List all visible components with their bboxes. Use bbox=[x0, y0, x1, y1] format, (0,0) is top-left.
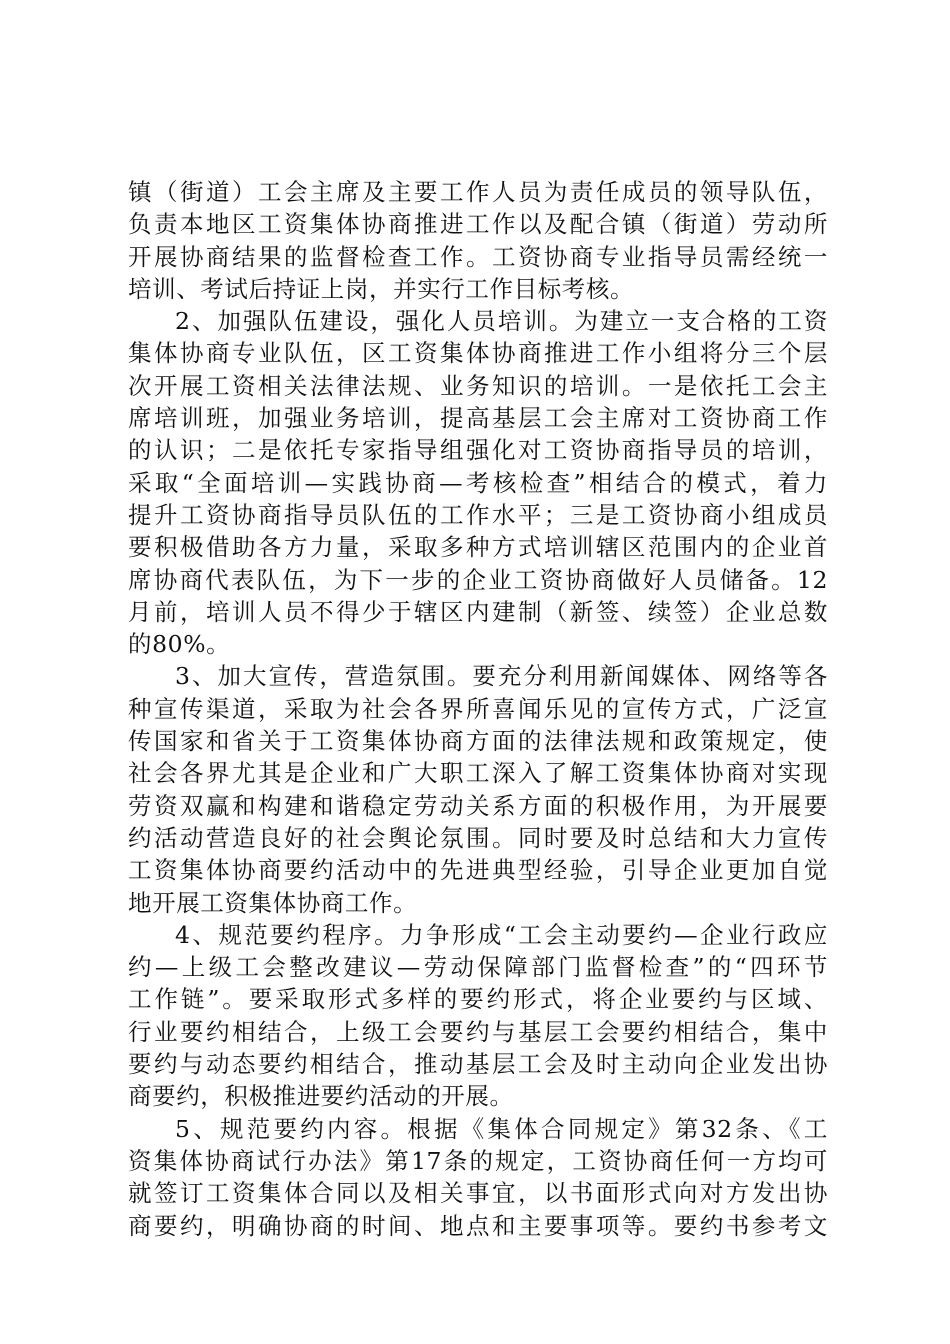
text-line: 负责本地区工资集体协商推进工作以及配合镇（街道）劳动所 bbox=[128, 210, 828, 239]
text-line: 的80%。 bbox=[128, 630, 231, 659]
text-line: 地开展工资集体协商工作。 bbox=[128, 888, 418, 917]
text-line: 传国家和省关于工资集体协商方面的法律法规和政策规定，使 bbox=[128, 727, 828, 756]
text-line: 月前，培训人员不得少于辖区内建制（新签、续签）企业总数 bbox=[128, 597, 828, 626]
text-line: 要约与动态要约相结合，推动基层工会及时主动向企业发出协 bbox=[128, 1050, 828, 1079]
text-line: 劳资双赢和构建和谐稳定劳动关系方面的积极作用，为开展要 bbox=[128, 791, 828, 820]
paragraph-3-line: 3、加大宣传，营造氛围。要充分利用新闻媒体、网络等各 bbox=[175, 662, 828, 691]
text-line: 开展协商结果的监督检查工作。工资协商专业指导员需经统一 bbox=[128, 242, 828, 271]
text-line: 种宣传渠道，采取为社会各界所喜闻乐见的宣传方式，广泛宣 bbox=[128, 694, 828, 723]
text-line: 约活动营造良好的社会舆论氛围。同时要及时总结和大力宣传 bbox=[128, 823, 828, 852]
text-line: 的认识；二是依托专家指导组强化对工资协商指导员的培训， bbox=[128, 436, 828, 465]
text-line: 约—上级工会整改建议—劳动保障部门监督检查”的“四环节 bbox=[128, 953, 828, 982]
text-line: 就签订工资集体合同以及相关事宜，以书面形式向对方发出协 bbox=[128, 1179, 828, 1208]
text-line: 采取“全面培训—实践协商—考核检查”相结合的模式，着力 bbox=[128, 468, 828, 497]
text-line: 商要约，明确协商的时间、地点和主要事项等。要约书参考文 bbox=[128, 1211, 828, 1240]
text-line: 席培训班，加强业务培训，提高基层工会主席对工资协商工作 bbox=[128, 404, 828, 433]
text-line: 工作链”。要采取形式多样的要约形式，将企业要约与区域、 bbox=[128, 985, 828, 1014]
text-line: 要积极借助各方力量，采取多种方式培训辖区范围内的企业首 bbox=[128, 533, 828, 562]
text-line: 镇（街道）工会主席及主要工作人员为责任成员的领导队伍， bbox=[128, 178, 828, 206]
paragraph-2-line: 2、加强队伍建设，强化人员培训。为建立一支合格的工资 bbox=[175, 307, 828, 336]
paragraph-4-line: 4、规范要约程序。力争形成“工会主动要约—企业行政应 bbox=[175, 920, 828, 949]
text-line: 培训、考试后持证上岗，并实行工作目标考核。 bbox=[128, 274, 635, 303]
text-line: 社会各界尤其是企业和广大职工深入了解工资集体协商对实现 bbox=[128, 759, 828, 788]
document-body bbox=[128, 176, 828, 1242]
paragraph-5-line: 5、规范要约内容。根据《集体合同规定》第32条、《工 bbox=[175, 1114, 828, 1143]
text-line: 行业要约相结合，上级工会要约与基层工会要约相结合，集中 bbox=[128, 1017, 828, 1046]
text-line: 提升工资协商指导员队伍的工作水平；三是工资协商小组成员 bbox=[128, 500, 828, 529]
text-line: 席协商代表队伍，为下一步的企业工资协商做好人员储备。12 bbox=[128, 565, 828, 594]
text-line: 商要约，积极推进要约活动的开展。 bbox=[128, 1082, 514, 1111]
text-line: 资集体协商试行办法》第17条的规定，工资协商任何一方均可 bbox=[128, 1146, 828, 1175]
text-line: 集体协商专业队伍，区工资集体协商推进工作小组将分三个层 bbox=[128, 339, 828, 368]
text-line: 工资集体协商要约活动中的先进典型经验，引导企业更加自觉 bbox=[128, 856, 828, 885]
text-line: 次开展工资相关法律法规、业务知识的培训。一是依托工会主 bbox=[128, 371, 828, 400]
